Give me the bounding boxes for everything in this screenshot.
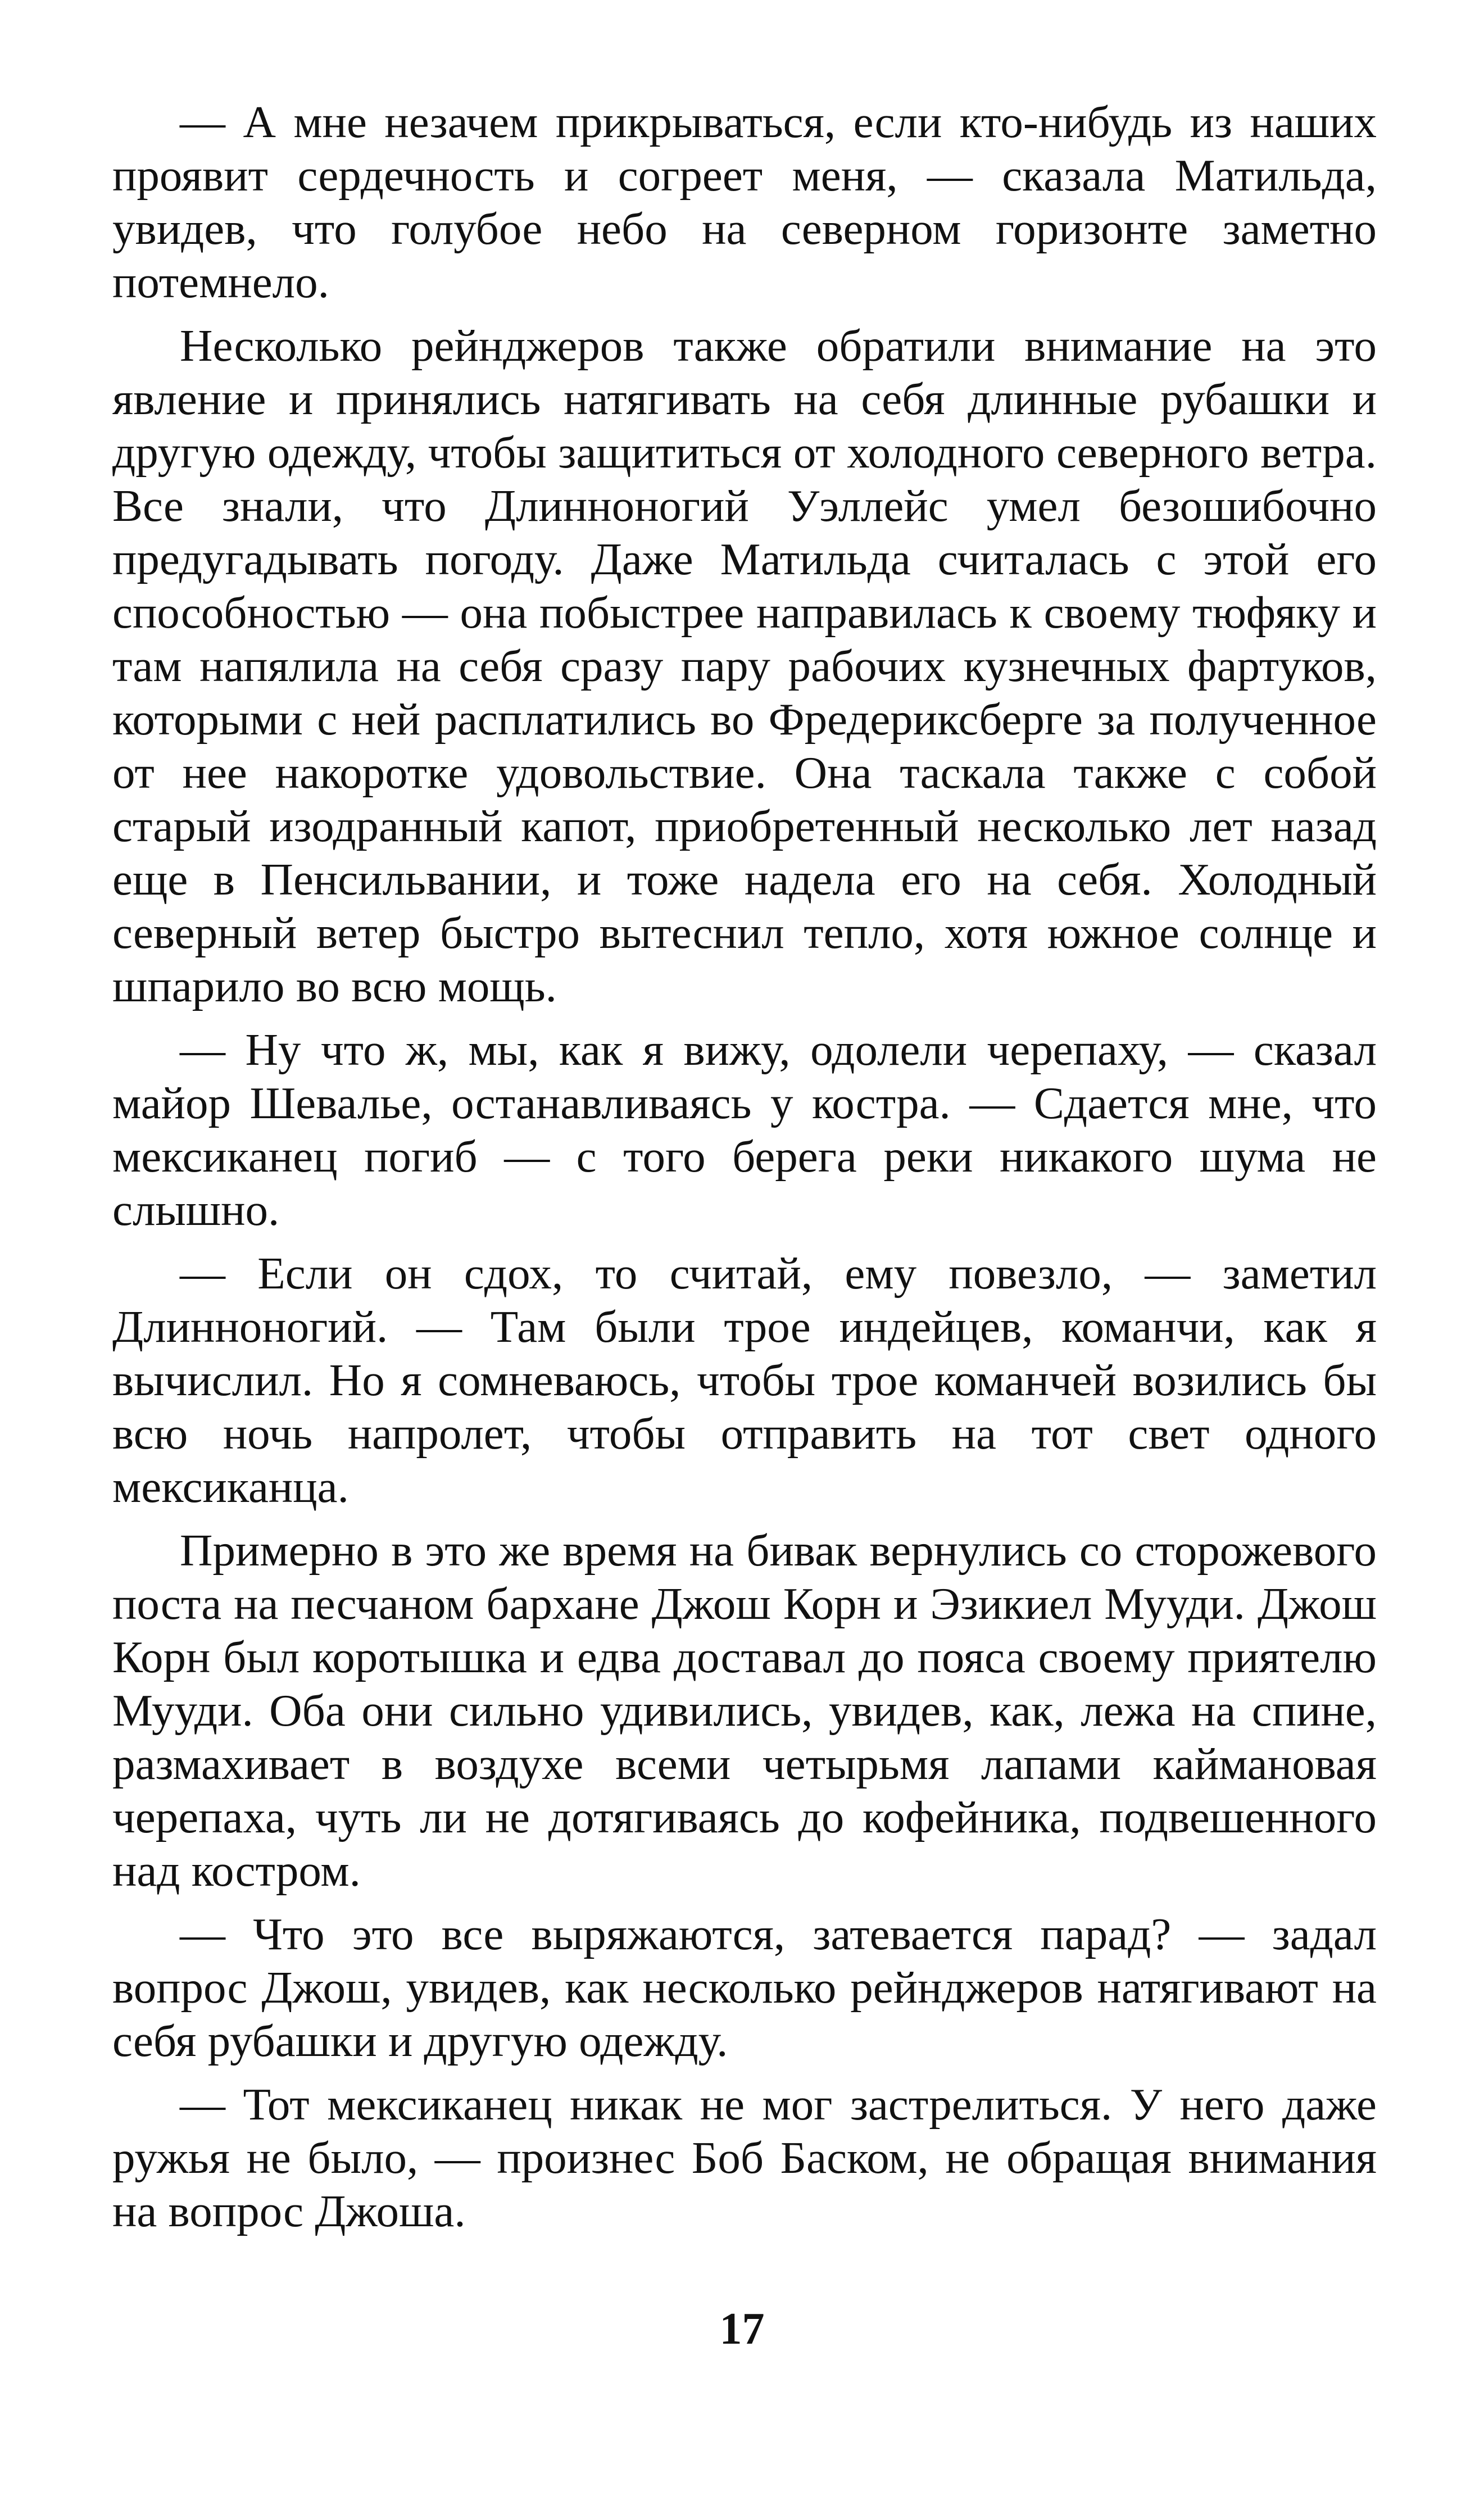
paragraph-1: — А мне незачем прикрываться, если кто-нибудь из наших проявит сердечность и согреет меня, — сказала Матильда, увидев, что голубое небо на северном горизонте заметно потемнело. bbox=[112, 97, 1377, 307]
paragraph-6: — Что это все выряжаются, затевается парад? — задал вопрос Джош, увидев, как несколько рейнджеров натягивают на себя рубашки и другую одежду. bbox=[112, 1909, 1377, 2066]
paragraph-2: Несколько рейнджеров также обратили внимание на это явление и принялись натягивать на себя длинные рубашки и другую одежду, чтобы защититься от холодного северного ветра. Все знали, что Длинноногий Уэллейс умел безошибочно предугадывать погоду. Даже Матильда считалась с этой его способностью — она побыстрее направилась к своему тюфяку и там напялила на себя сразу пару рабочих кузнечных фартуков, которыми с ней расплатились во Фредериксберге за полученное от нее накоротке удовольствие. Она таскала также с собой старый изодранный капот, приобретенный несколько лет назад еще в Пенсильвании, и тоже надела его на себя. Холодный северный ветер быстро вытеснил тепло, хотя южное солнце и шпарило во всю мощь. bbox=[112, 320, 1377, 1011]
paragraph-3: — Ну что ж, мы, как я вижу, одолели черепаху, — сказал майор Шевалье, останавливаясь у костра. — Сдается мне, что мексиканец погиб — с того берега реки никакого шума не слышно. bbox=[112, 1024, 1377, 1235]
page-body bbox=[112, 96, 1377, 2248]
paragraph-7: — Тот мексиканец никак не мог застрелиться. У него даже ружья не было, — произнес Боб Баском, не обращая внимания на вопрос Джоша. bbox=[112, 2079, 1377, 2236]
paragraph-4: — Если он сдох, то считай, ему повезло, — заметил Длинноногий. — Там были трое индейцев, команчи, как я вычислил. Но я сомневаюсь, чтобы трое команчей возились бы всю ночь напролет, чтобы отправить на тот свет одного мексиканца. bbox=[112, 1248, 1377, 1512]
paragraph-5: Примерно в это же время на бивак вернулись со сторожевого поста на песчаном бархане Джош Корн и Эзикиел Мууди. Джош Корн был коротышка и едва доставал до пояса своему приятелю Мууди. Оба они сильно удивились, увидев, как, лежа на спине, размахивает в воздухе всеми четырьмя лапами каймановая черепаха, чуть ли не дотягиваясь до кофейника, подвешенного над костром. bbox=[112, 1525, 1377, 1896]
page-number: 17 bbox=[719, 2304, 765, 2354]
